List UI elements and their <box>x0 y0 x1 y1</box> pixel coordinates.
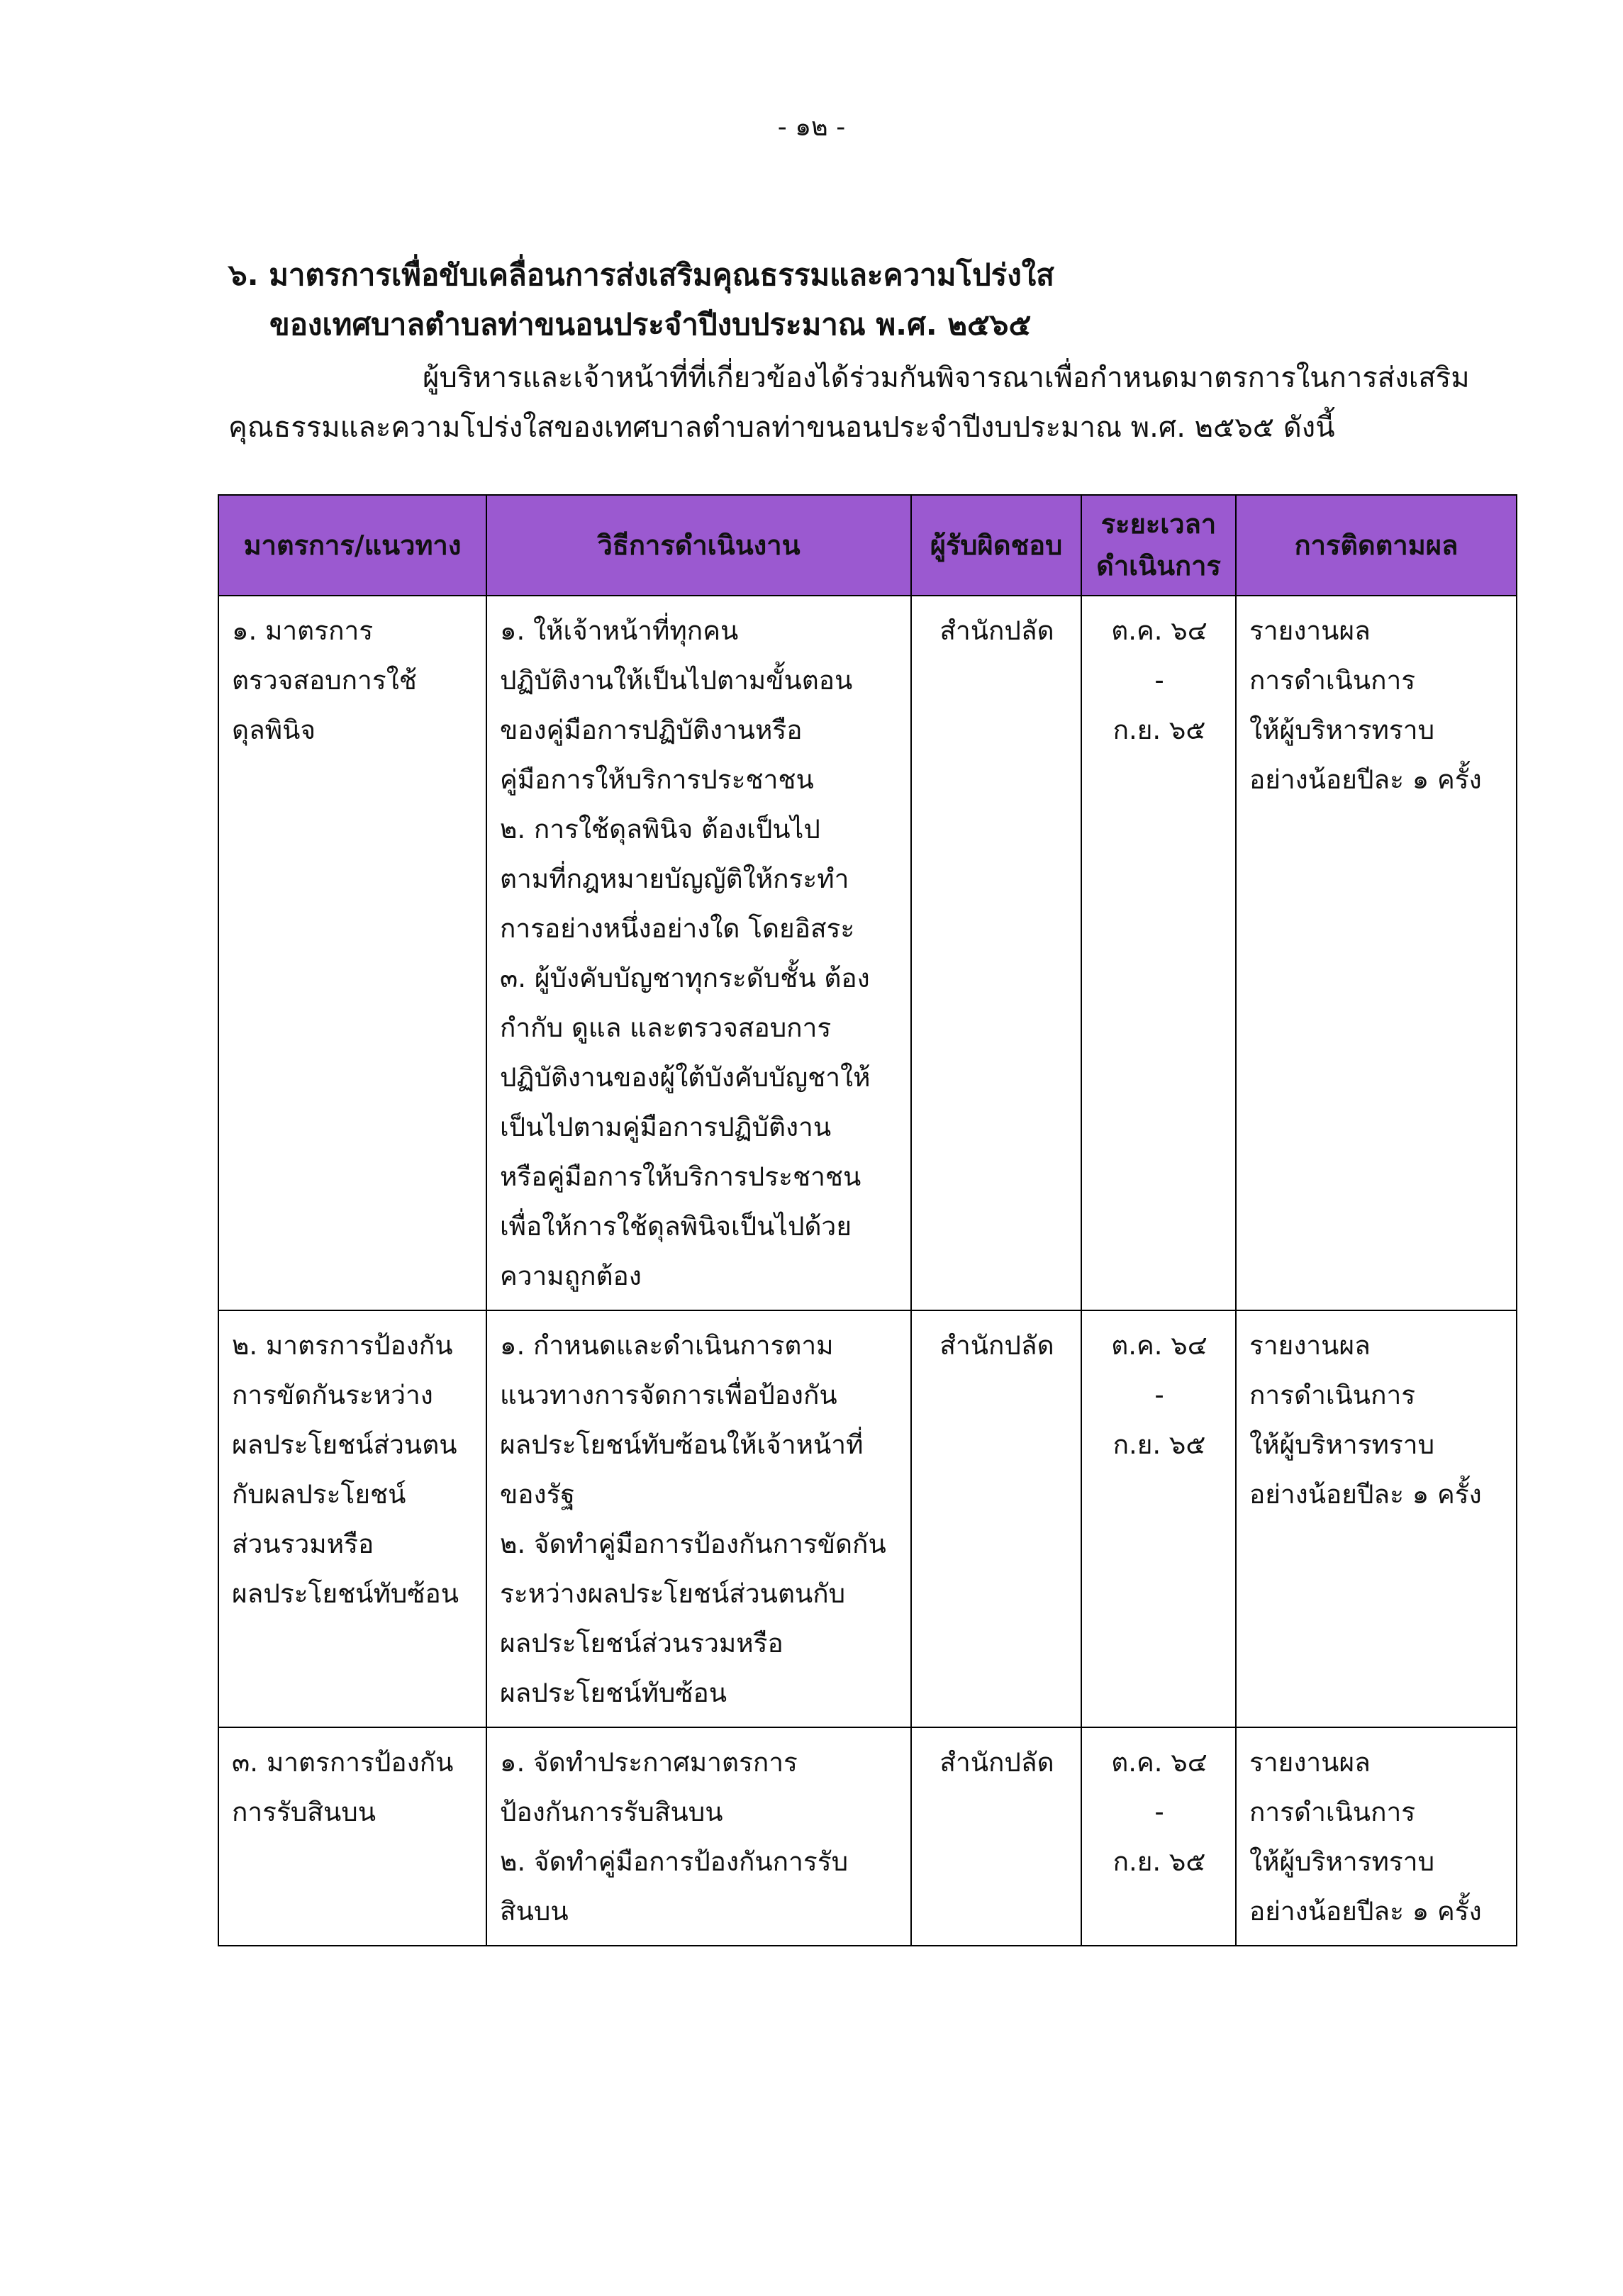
method-line: ปฏิบัติงานของผู้ใต้บังคับบัญชาให้ <box>500 1062 871 1093</box>
followup-line: ให้ผู้บริหารทราบ <box>1249 1430 1435 1460</box>
method-line: ป้องกันการรับสินบน <box>500 1797 723 1827</box>
table-header <box>218 495 1517 596</box>
method-line: ๒. จัดทำคู่มือการป้องกันการรับ <box>500 1846 849 1877</box>
method-line: ๓. ผู้บังคับบัญชาทุกระดับชั้น ต้อง <box>500 963 870 993</box>
method-line: ผลประโยชน์ทับซ้อน <box>500 1678 727 1708</box>
period-line: ก.ย. ๖๕ <box>1112 1846 1206 1877</box>
followup-line: การดำเนินการ <box>1249 1380 1416 1410</box>
cell-followup <box>1236 596 1517 1310</box>
method-line: ความถูกต้อง <box>500 1261 642 1291</box>
method-line: เพื่อให้การใช้ดุลพินิจเป็นไปด้วย <box>500 1211 852 1242</box>
method-line: คู่มือการให้บริการประชาชน <box>500 764 814 795</box>
cell-method <box>486 596 911 1310</box>
page-number: - ๑๒ - <box>777 113 846 142</box>
measure-line: ผลประโยชน์ทับซ้อน <box>232 1578 459 1609</box>
measure-line: ตรวจสอบการใช้ <box>232 665 417 696</box>
header-period-line-2: ดำเนินการ <box>1096 550 1221 581</box>
header-measure: มาตรการ/แนวทาง <box>218 495 486 596</box>
section-heading-line-1: ๖. มาตรการเพื่อขับเคลื่อนการส่งเสริมคุณธรรมและความโปร่งใส <box>228 257 1054 292</box>
table-body <box>218 596 1517 1946</box>
method-line: การอย่างหนึ่งอย่างใด โดยอิสระ <box>500 913 855 944</box>
period-line: ก.ย. ๖๕ <box>1112 1430 1206 1460</box>
method-line: ๒. จัดทำคู่มือการป้องกันการขัดกัน <box>500 1529 886 1559</box>
header-period <box>1081 495 1236 596</box>
header-followup: การติดตามผล <box>1236 495 1517 596</box>
method-line: ของรัฐ <box>500 1479 575 1510</box>
method-line: หรือคู่มือการให้บริการประชาชน <box>500 1161 861 1192</box>
table-row <box>218 1310 1517 1727</box>
cell-responsible: สำนักปลัด <box>911 1727 1081 1946</box>
method-line: แนวทางการจัดการเพื่อป้องกัน <box>500 1380 837 1410</box>
method-line: ๑. กำหนดและดำเนินการตาม <box>500 1330 834 1361</box>
method-line: ตามที่กฎหมายบัญญัติให้กระทำ <box>500 864 849 894</box>
cell-period <box>1081 1310 1236 1727</box>
method-line: สินบน <box>500 1896 569 1927</box>
cell-measure <box>218 1310 486 1727</box>
method-line: ผลประโยชน์ทับซ้อนให้เจ้าหน้าที่ <box>500 1430 864 1460</box>
measure-line: ๓. มาตรการป้องกัน <box>232 1747 454 1778</box>
measure-line: ๑. มาตรการ <box>232 615 374 646</box>
followup-line: ให้ผู้บริหารทราบ <box>1249 1846 1435 1877</box>
followup-line: การดำเนินการ <box>1249 665 1416 696</box>
table-row <box>218 596 1517 1310</box>
section-heading-line-2: ของเทศบาลตำบลท่าขนอนประจำปีงบประมาณ พ.ศ. ๒๕๖๕ <box>269 307 1032 342</box>
measure-line: การขัดกันระหว่าง <box>232 1380 433 1410</box>
measure-line: กับผลประโยชน์ <box>232 1479 406 1510</box>
intro-paragraph-line-2: คุณธรรมและความโปร่งใสของเทศบาลตำบลท่าขนอนประจำปีงบประมาณ พ.ศ. ๒๕๖๕ ดังนี้ <box>228 411 1335 444</box>
measure-line: ส่วนรวมหรือ <box>232 1529 374 1559</box>
period-line: - <box>1154 665 1164 696</box>
followup-line: รายงานผล <box>1249 615 1371 646</box>
period-line: ต.ค. ๖๔ <box>1111 1747 1208 1778</box>
measure-line: การรับสินบน <box>232 1797 377 1827</box>
period-line: ต.ค. ๖๔ <box>1111 615 1208 646</box>
measure-line: ดุลพินิจ <box>232 715 316 745</box>
method-line: ระหว่างผลประโยชน์ส่วนตนกับ <box>500 1578 846 1609</box>
cell-responsible: สำนักปลัด <box>911 596 1081 1310</box>
period-line: ก.ย. ๖๕ <box>1112 715 1206 745</box>
method-line: ของคู่มือการปฏิบัติงานหรือ <box>500 715 803 745</box>
cell-method <box>486 1727 911 1946</box>
method-line: ๑. จัดทำประกาศมาตรการ <box>500 1747 798 1778</box>
period-line: - <box>1154 1797 1164 1827</box>
measure-line: ผลประโยชน์ส่วนตน <box>232 1430 457 1460</box>
followup-line: การดำเนินการ <box>1249 1797 1416 1827</box>
intro-paragraph-line-1: ผู้บริหารและเจ้าหน้าที่ที่เกี่ยวข้องได้ร่วมกันพิจารณาเพื่อกำหนดมาตรการในการส่งเสริม <box>423 362 1470 394</box>
cell-measure <box>218 596 486 1310</box>
header-method: วิธีการดำเนินงาน <box>486 495 911 596</box>
followup-line: รายงานผล <box>1249 1330 1371 1361</box>
cell-responsible: สำนักปลัด <box>911 1310 1081 1727</box>
cell-measure <box>218 1727 486 1946</box>
cell-period <box>1081 596 1236 1310</box>
method-line: ๒. การใช้ดุลพินิจ ต้องเป็นไป <box>500 814 820 845</box>
measure-line: ๒. มาตรการป้องกัน <box>232 1330 453 1361</box>
cell-method <box>486 1310 911 1727</box>
cell-followup <box>1236 1310 1517 1727</box>
measures-table <box>218 494 1517 1946</box>
cell-period <box>1081 1727 1236 1946</box>
header-period-line-1: ระยะเวลา <box>1100 508 1217 540</box>
followup-line: ให้ผู้บริหารทราบ <box>1249 715 1435 745</box>
period-line: - <box>1154 1380 1164 1410</box>
cell-followup <box>1236 1727 1517 1946</box>
method-line: ๑. ให้เจ้าหน้าที่ทุกคน <box>500 615 739 646</box>
followup-line: อย่างน้อยปีละ ๑ ครั้ง <box>1249 1896 1482 1927</box>
table-row <box>218 1727 1517 1946</box>
followup-line: อย่างน้อยปีละ ๑ ครั้ง <box>1249 764 1482 795</box>
followup-line: รายงานผล <box>1249 1747 1371 1778</box>
method-line: ปฏิบัติงานให้เป็นไปตามขั้นตอน <box>500 665 853 696</box>
followup-line: อย่างน้อยปีละ ๑ ครั้ง <box>1249 1479 1482 1510</box>
header-responsible: ผู้รับผิดชอบ <box>911 495 1081 596</box>
method-line: กำกับ ดูแล และตรวจสอบการ <box>500 1013 832 1043</box>
method-line: ผลประโยชน์ส่วนรวมหรือ <box>500 1628 783 1659</box>
method-line: เป็นไปตามคู่มือการปฏิบัติงาน <box>500 1112 832 1142</box>
period-line: ต.ค. ๖๔ <box>1111 1330 1208 1361</box>
